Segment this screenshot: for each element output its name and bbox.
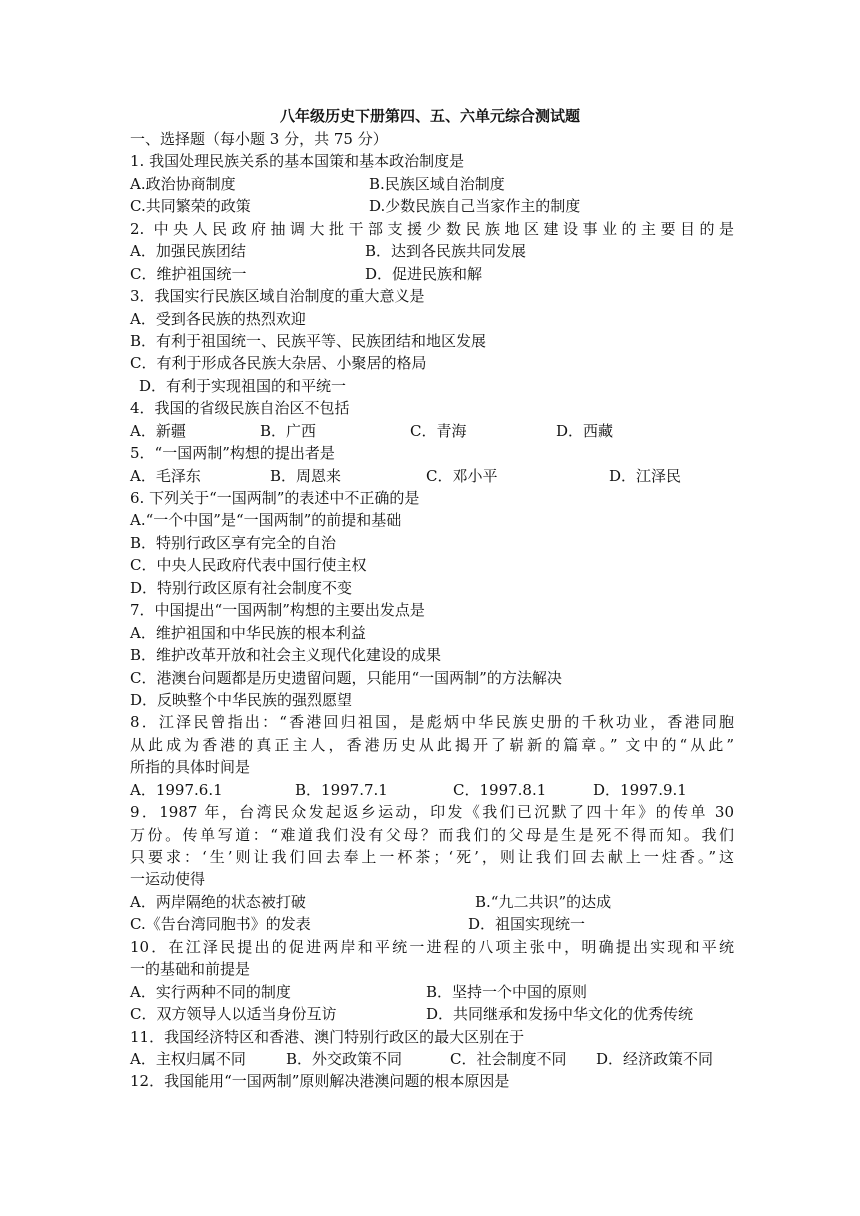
question-9-options-cd: [130, 913, 734, 935]
question-11-stem: 11．我国经济特区和香港、澳门特别行政区的最大区别在于: [130, 1027, 525, 1046]
question-1-options-ab: [130, 173, 734, 195]
option-b[interactable]: B．1997.7.1: [295, 780, 388, 799]
option-a[interactable]: A.政治协商制度: [130, 174, 236, 193]
question-2-options-ab: [130, 240, 734, 262]
option-c[interactable]: C．维护祖国统一: [130, 264, 247, 283]
option-c[interactable]: C．1997.8.1: [453, 780, 547, 799]
option-b[interactable]: B．外交政策不同: [286, 1049, 403, 1068]
question-4-options: [130, 420, 734, 442]
option-c[interactable]: C．青海: [410, 421, 467, 440]
option-c[interactable]: C．有利于形成各民族大杂居、小聚居的格局: [130, 354, 427, 373]
option-c[interactable]: C.《告台湾同胞书》的发表: [130, 915, 311, 934]
question-7-stem: 7．中国提出“一国两制”构想的主要出发点是: [130, 601, 425, 620]
option-b[interactable]: B．维护改革开放和社会主义现代化建设的成果: [130, 646, 442, 665]
question-9-stem-line-3: 只要求：‘生’则让我们回去奉上一杯茶；‘死’，则让我们回去献上一炷香。”这: [130, 848, 734, 866]
option-c[interactable]: C．中央人民政府代表中国行使主权: [130, 556, 367, 575]
option-d[interactable]: D．共同继承和发扬中华文化的优秀传统: [426, 1005, 694, 1024]
question-12-stem: 12．我国能用“一国两制”原则解决港澳问题的根本原因是: [130, 1072, 510, 1091]
option-c[interactable]: C．邓小平: [426, 466, 498, 485]
question-10-stem-line-2: 一的基础和前提是: [130, 960, 251, 979]
option-b[interactable]: B．广西: [260, 421, 317, 440]
question-4-stem: 4．我国的省级民族自治区不包括: [130, 399, 350, 418]
option-d[interactable]: D．祖国实现统一: [468, 915, 586, 934]
question-8-stem-line-1: 8．江泽民曾指出：“香港回归祖国，是彪炳中华民族史册的千秋功业，香港同胞: [130, 713, 734, 732]
option-a[interactable]: A．实行两种不同的制度: [130, 982, 291, 1001]
option-c[interactable]: C．港澳台问题都是历史遗留问题，只能用“一国两制”的方法解决: [130, 668, 562, 687]
option-b[interactable]: B.民族区域自治制度: [369, 174, 505, 193]
section-heading: 一、选择题（每小题 3 分，共 75 分）: [130, 130, 388, 148]
question-2-stem: 2. 中央人民政府抽调大批干部支援少数民族地区建设事业的主要目的是: [130, 219, 734, 238]
question-5-stem: 5．“一国两制”构想的提出者是: [130, 444, 335, 463]
question-11-options: [130, 1048, 734, 1070]
option-d[interactable]: D．特别行政区原有社会制度不变: [130, 578, 353, 597]
option-b[interactable]: B．特别行政区享有完全的自治: [130, 533, 337, 552]
option-d[interactable]: D.少数民族自己当家作主的制度: [369, 197, 581, 216]
option-a[interactable]: A．毛泽东: [130, 466, 201, 485]
option-a[interactable]: A．受到各民族的热烈欢迎: [130, 309, 306, 328]
option-a[interactable]: A．新疆: [130, 421, 186, 440]
question-list: [130, 128, 734, 1093]
option-a[interactable]: A．加强民族团结: [130, 242, 246, 261]
option-d[interactable]: D．有利于实现祖国的和平统一: [139, 376, 347, 395]
option-a[interactable]: A.“一个中国”是“一国两制”的前提和基础: [130, 511, 402, 530]
option-d[interactable]: D．反映整个中华民族的强烈愿望: [130, 690, 353, 709]
question-8-stem-line-3: 所指的具体时间是: [130, 758, 251, 777]
option-d[interactable]: D．西藏: [556, 421, 614, 440]
question-10-stem-line-1: 10．在江泽民提出的促进两岸和平统一进程的八项主张中，明确提出实现和平统: [130, 937, 734, 956]
option-a[interactable]: A．1997.6.1: [130, 780, 223, 799]
option-d[interactable]: D．促进民族和解: [365, 264, 483, 283]
question-9-stem-line-4: 一运动使得: [130, 870, 206, 889]
question-9-stem-line-2: 万份。传单写道：“难道我们没有父母？而我们的父母是生是死不得而知。我们: [130, 825, 734, 844]
question-9-options-ab: [130, 891, 734, 913]
option-b[interactable]: B．有利于祖国统一、民族平等、民族团结和地区发展: [130, 331, 487, 350]
option-a[interactable]: A．维护祖国和中华民族的根本利益: [130, 623, 366, 642]
option-d[interactable]: D．江泽民: [609, 466, 682, 485]
option-b[interactable]: B．周恩来: [270, 466, 342, 485]
option-a[interactable]: A．两岸隔绝的状态被打破: [130, 892, 306, 911]
question-1-stem: 1. 我国处理民族关系的基本国策和基本政治制度是: [130, 152, 465, 171]
question-8-stem-line-2: 从此成为香港的真正主人，香港历史从此揭开了崭新的篇章。” 文中的“从此”: [130, 735, 734, 754]
option-c[interactable]: C．社会制度不同: [450, 1049, 567, 1068]
question-3-stem: 3．我国实行民族区域自治制度的重大意义是: [130, 287, 425, 306]
option-c[interactable]: C.共同繁荣的政策: [130, 197, 251, 216]
option-d[interactable]: D．1997.9.1: [593, 780, 687, 799]
question-1-options-cd: [130, 195, 734, 217]
option-b[interactable]: B．坚持一个中国的原则: [426, 982, 588, 1001]
question-5-options: [130, 465, 734, 487]
question-10-options-cd: [130, 1003, 734, 1025]
question-6-stem: 6. 下列关于“一国两制”的表述中不正确的是: [130, 489, 420, 507]
option-b[interactable]: B.“九二共识”的达成: [475, 892, 612, 911]
option-c[interactable]: C．双方领导人以适当身份互访: [130, 1005, 337, 1024]
question-8-options: [130, 779, 734, 801]
question-10-options-ab: [130, 981, 734, 1003]
page-title: 八年级历史下册第四、五、六单元综合测试题: [279, 107, 580, 125]
question-2-options-cd: [130, 263, 734, 285]
question-9-stem-line-1: 9．1987 年，台湾民众发起返乡运动，印发《我们已沉默了四十年》的传单 30: [130, 803, 734, 822]
option-a[interactable]: A．主权归属不同: [130, 1049, 246, 1068]
option-b[interactable]: B．达到各民族共同发展: [365, 242, 527, 261]
option-d[interactable]: D．经济政策不同: [596, 1049, 714, 1068]
